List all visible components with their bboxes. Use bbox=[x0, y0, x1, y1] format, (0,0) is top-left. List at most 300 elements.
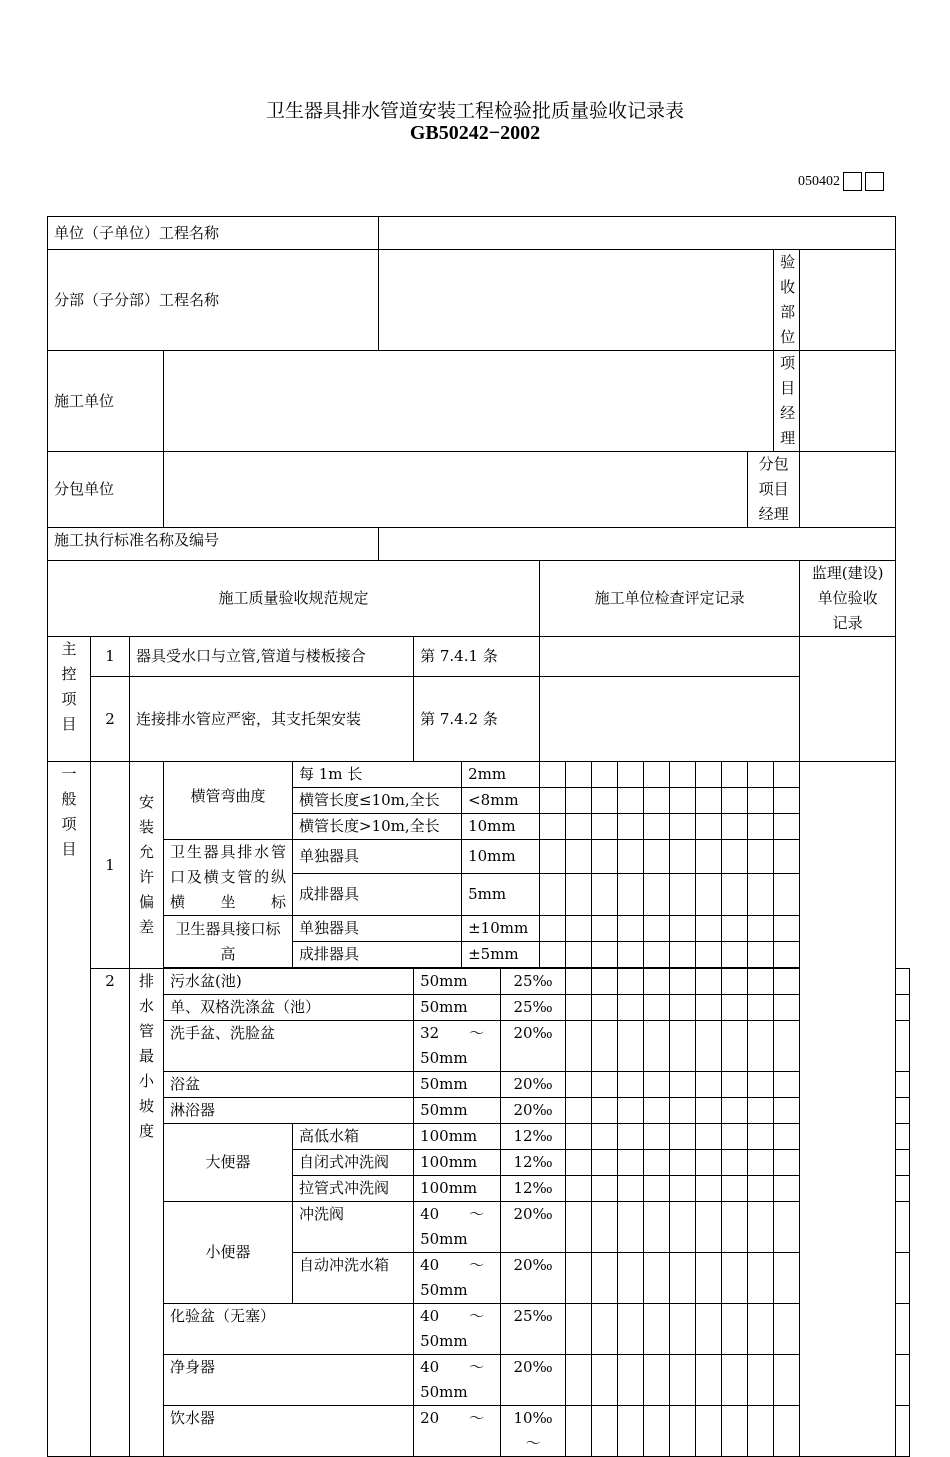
elev-cond: 单独器具 bbox=[293, 916, 462, 942]
elev-value: ±10mm bbox=[462, 916, 540, 942]
check-cell[interactable] bbox=[592, 788, 618, 814]
check-cell[interactable] bbox=[896, 1124, 910, 1150]
check-cell[interactable] bbox=[722, 1406, 748, 1457]
check-cell[interactable] bbox=[696, 1150, 722, 1176]
spec-header: 施工质量验收规范规定 bbox=[48, 561, 540, 637]
general-item-no: 1 bbox=[91, 762, 130, 969]
check-cell[interactable] bbox=[670, 1021, 696, 1072]
slope-name: 洗手盆、洗脸盆 bbox=[164, 1021, 414, 1072]
check-cell[interactable] bbox=[696, 916, 722, 942]
check-cell[interactable] bbox=[618, 1406, 644, 1457]
general-label: 一 般 项 目 bbox=[48, 762, 91, 1457]
check-cell[interactable] bbox=[592, 995, 618, 1021]
slope-value: 20‰ bbox=[501, 1253, 566, 1304]
check-cell[interactable] bbox=[774, 1098, 800, 1124]
check-cell[interactable] bbox=[670, 916, 696, 942]
slope-label: 排 水 管 最 小 坡 度 bbox=[130, 969, 164, 1457]
check-cell[interactable] bbox=[540, 916, 566, 942]
check-cell[interactable] bbox=[774, 1072, 800, 1098]
slope-dia: 50mm bbox=[414, 969, 501, 995]
check-cell[interactable] bbox=[722, 1124, 748, 1150]
general-supervisor-cell[interactable] bbox=[800, 762, 896, 1457]
check-cell[interactable] bbox=[722, 1072, 748, 1098]
check-cell[interactable] bbox=[896, 1021, 910, 1072]
check-cell[interactable] bbox=[722, 762, 748, 788]
check-cell[interactable] bbox=[722, 1355, 748, 1406]
bend-value: 10mm bbox=[462, 814, 540, 840]
check-cell[interactable] bbox=[618, 1021, 644, 1072]
check-cell[interactable] bbox=[566, 814, 592, 840]
check-cell[interactable] bbox=[566, 1202, 592, 1253]
check-cell[interactable] bbox=[696, 1253, 722, 1304]
check-cell[interactable] bbox=[670, 1150, 696, 1176]
slope-name: 淋浴器 bbox=[164, 1098, 414, 1124]
check-cell[interactable] bbox=[696, 840, 722, 874]
check-cell[interactable] bbox=[722, 840, 748, 874]
check-cell[interactable] bbox=[644, 1176, 670, 1202]
record-header: 施工单位检查评定记录 bbox=[540, 561, 800, 637]
slope-name: 净身器 bbox=[164, 1355, 414, 1406]
bend-cond: 横管长度>10m,全长 bbox=[293, 814, 462, 840]
check-cell[interactable] bbox=[696, 874, 722, 916]
check-cell[interactable] bbox=[696, 1176, 722, 1202]
slope-dia: 20 ～ bbox=[414, 1406, 501, 1457]
check-cell[interactable] bbox=[896, 1253, 910, 1304]
check-cell[interactable] bbox=[644, 1253, 670, 1304]
check-cell[interactable] bbox=[696, 1355, 722, 1406]
slope-value: 10‰～ bbox=[501, 1406, 566, 1457]
check-cell[interactable] bbox=[592, 1253, 618, 1304]
check-cell[interactable] bbox=[748, 1202, 774, 1253]
main-control-label: 主 控 项 目 bbox=[48, 637, 91, 762]
check-cell[interactable] bbox=[618, 1253, 644, 1304]
project-manager-label: 项目经理 bbox=[774, 351, 800, 452]
slope-value: 25‰ bbox=[501, 995, 566, 1021]
inspection-table bbox=[47, 216, 910, 1457]
check-cell[interactable] bbox=[774, 942, 800, 968]
check-cell[interactable] bbox=[696, 1304, 722, 1355]
check-cell[interactable] bbox=[722, 969, 748, 995]
check-cell[interactable] bbox=[670, 1253, 696, 1304]
check-cell[interactable] bbox=[566, 1072, 592, 1098]
slope-value: 12‰ bbox=[501, 1124, 566, 1150]
check-cell[interactable] bbox=[566, 762, 592, 788]
check-cell[interactable] bbox=[748, 1253, 774, 1304]
standard-code: GB50242−2002 bbox=[409, 122, 541, 144]
check-cell[interactable] bbox=[896, 1304, 910, 1355]
check-cell[interactable] bbox=[670, 1072, 696, 1098]
check-cell[interactable] bbox=[748, 1021, 774, 1072]
check-cell[interactable] bbox=[618, 840, 644, 874]
check-cell[interactable] bbox=[722, 1021, 748, 1072]
main-item-no: 1 bbox=[91, 637, 130, 677]
check-cell[interactable] bbox=[592, 1124, 618, 1150]
slope-name: 单、双格洗涤盆（池） bbox=[164, 995, 414, 1021]
check-cell[interactable] bbox=[748, 1176, 774, 1202]
check-cell[interactable] bbox=[540, 814, 566, 840]
check-cell[interactable] bbox=[644, 916, 670, 942]
check-cell[interactable] bbox=[774, 995, 800, 1021]
coord-value: 5mm bbox=[462, 874, 540, 916]
slope-name: 饮水器 bbox=[164, 1406, 414, 1457]
check-cell[interactable] bbox=[566, 1355, 592, 1406]
main-item-text: 器具受水口与立管,管道与楼板接合 bbox=[130, 637, 414, 677]
slope-dia: 50mm bbox=[414, 995, 501, 1021]
check-cell[interactable] bbox=[896, 1176, 910, 1202]
check-cell[interactable] bbox=[592, 874, 618, 916]
main-item-record[interactable] bbox=[540, 677, 800, 762]
check-cell[interactable] bbox=[566, 1124, 592, 1150]
check-cell[interactable] bbox=[566, 1021, 592, 1072]
main-item-no: 2 bbox=[91, 677, 130, 762]
check-cell[interactable] bbox=[670, 1098, 696, 1124]
check-cell[interactable] bbox=[696, 942, 722, 968]
slope-value: 20‰ bbox=[501, 1202, 566, 1253]
slope-dia: 100mm bbox=[414, 1176, 501, 1202]
check-cell[interactable] bbox=[774, 1406, 800, 1457]
slope-dia: 50mm bbox=[414, 1072, 501, 1098]
check-cell[interactable] bbox=[592, 1098, 618, 1124]
unit-name-field[interactable] bbox=[379, 217, 896, 250]
supervisor-header: 监理(建设) 单位验收 记录 bbox=[800, 561, 896, 637]
check-cell[interactable] bbox=[670, 942, 696, 968]
check-cell[interactable] bbox=[748, 1355, 774, 1406]
check-cell[interactable] bbox=[618, 916, 644, 942]
check-cell[interactable] bbox=[618, 942, 644, 968]
subcontractor-field[interactable] bbox=[164, 452, 748, 528]
slope-value: 12‰ bbox=[501, 1150, 566, 1176]
check-cell[interactable] bbox=[670, 1355, 696, 1406]
coord-value: 10mm bbox=[462, 840, 540, 874]
slope-dia: 40 ～50mm bbox=[414, 1355, 501, 1406]
slope-dia: 50mm bbox=[414, 1098, 501, 1124]
form-code-number: 050402 bbox=[798, 173, 840, 189]
check-cell[interactable] bbox=[592, 1202, 618, 1253]
slope-value: 20‰ bbox=[501, 1072, 566, 1098]
check-cell[interactable] bbox=[618, 1150, 644, 1176]
check-cell[interactable] bbox=[748, 788, 774, 814]
slope-dia: 32 ～50mm bbox=[414, 1021, 501, 1072]
check-cell[interactable] bbox=[592, 840, 618, 874]
check-cell[interactable] bbox=[748, 1150, 774, 1176]
check-cell[interactable] bbox=[618, 1202, 644, 1253]
check-cell[interactable] bbox=[896, 1202, 910, 1253]
slope-value: 20‰ bbox=[501, 1355, 566, 1406]
contractor-label: 施工单位 bbox=[48, 351, 164, 452]
accept-part-field[interactable] bbox=[800, 250, 896, 351]
check-cell[interactable] bbox=[774, 874, 800, 916]
slope-value: 20‰ bbox=[501, 1021, 566, 1072]
bend-value: 2mm bbox=[462, 762, 540, 788]
check-cell[interactable] bbox=[566, 1304, 592, 1355]
main-item-record[interactable] bbox=[540, 637, 800, 677]
check-cell[interactable] bbox=[592, 1072, 618, 1098]
check-cell[interactable] bbox=[896, 1406, 910, 1457]
check-cell[interactable] bbox=[670, 874, 696, 916]
check-cell[interactable] bbox=[540, 874, 566, 916]
check-cell[interactable] bbox=[644, 1406, 670, 1457]
check-cell[interactable] bbox=[748, 1124, 774, 1150]
check-cell[interactable] bbox=[670, 1406, 696, 1457]
check-cell[interactable] bbox=[670, 995, 696, 1021]
check-cell[interactable] bbox=[644, 762, 670, 788]
check-cell[interactable] bbox=[722, 1098, 748, 1124]
code-box-2[interactable] bbox=[865, 172, 884, 191]
check-cell[interactable] bbox=[670, 788, 696, 814]
check-cell[interactable] bbox=[748, 814, 774, 840]
slope-value: 25‰ bbox=[501, 969, 566, 995]
bend-cond: 每 1m 长 bbox=[293, 762, 462, 788]
slope-dia: 40 ～50mm bbox=[414, 1202, 501, 1253]
check-cell[interactable] bbox=[566, 916, 592, 942]
check-cell[interactable] bbox=[774, 1304, 800, 1355]
slope-name: 浴盆 bbox=[164, 1072, 414, 1098]
check-cell[interactable] bbox=[566, 942, 592, 968]
check-cell[interactable] bbox=[670, 762, 696, 788]
check-cell[interactable] bbox=[774, 788, 800, 814]
check-cell[interactable] bbox=[670, 969, 696, 995]
slope-name: 高低水箱 bbox=[293, 1124, 414, 1150]
sub-manager-label: 分包项目经理 bbox=[748, 452, 800, 528]
check-cell[interactable] bbox=[696, 1202, 722, 1253]
check-cell[interactable] bbox=[774, 1355, 800, 1406]
check-cell[interactable] bbox=[774, 1150, 800, 1176]
bend-cond: 横管长度≤10m,全长 bbox=[293, 788, 462, 814]
main-item-ref: 第 7.4.2 条 bbox=[414, 677, 540, 762]
check-cell[interactable] bbox=[618, 969, 644, 995]
slope-name: 拉管式冲洗阀 bbox=[293, 1176, 414, 1202]
check-cell[interactable] bbox=[748, 840, 774, 874]
accept-part-label: 验收部位 bbox=[774, 250, 800, 351]
check-cell[interactable] bbox=[644, 1202, 670, 1253]
check-cell[interactable] bbox=[748, 916, 774, 942]
check-cell[interactable] bbox=[896, 995, 910, 1021]
check-cell[interactable] bbox=[748, 942, 774, 968]
check-cell[interactable] bbox=[644, 1098, 670, 1124]
check-cell[interactable] bbox=[722, 1253, 748, 1304]
check-cell[interactable] bbox=[592, 1150, 618, 1176]
main-supervisor-cell[interactable] bbox=[800, 637, 896, 762]
standard-label: 施工执行标准名称及编号 bbox=[48, 528, 379, 561]
slope-dia: 100mm bbox=[414, 1124, 501, 1150]
check-cell[interactable] bbox=[774, 1176, 800, 1202]
check-cell[interactable] bbox=[618, 762, 644, 788]
slope-name: 冲洗阀 bbox=[293, 1202, 414, 1253]
check-cell[interactable] bbox=[774, 1021, 800, 1072]
check-cell[interactable] bbox=[696, 969, 722, 995]
coord-cond: 成排器具 bbox=[293, 874, 462, 916]
check-cell[interactable] bbox=[722, 1202, 748, 1253]
urinal-label: 小便器 bbox=[164, 1202, 293, 1304]
contractor-field[interactable] bbox=[164, 351, 774, 452]
sub-project-label: 分部（子分部）工程名称 bbox=[48, 250, 379, 351]
check-cell[interactable] bbox=[748, 874, 774, 916]
check-cell[interactable] bbox=[540, 762, 566, 788]
general-item-no: 2 bbox=[91, 969, 130, 1457]
check-cell[interactable] bbox=[670, 814, 696, 840]
main-item-text: 连接排水管应严密，其支托架安装 bbox=[130, 677, 414, 762]
slope-value: 25‰ bbox=[501, 1304, 566, 1355]
check-cell[interactable] bbox=[592, 969, 618, 995]
check-cell[interactable] bbox=[748, 762, 774, 788]
slope-name: 自动冲洗水箱 bbox=[293, 1253, 414, 1304]
check-cell[interactable] bbox=[644, 1150, 670, 1176]
check-cell[interactable] bbox=[748, 1072, 774, 1098]
check-cell[interactable] bbox=[618, 814, 644, 840]
check-cell[interactable] bbox=[774, 762, 800, 788]
toilet-label: 大便器 bbox=[164, 1124, 293, 1202]
check-cell[interactable] bbox=[896, 969, 910, 995]
check-cell[interactable] bbox=[748, 1304, 774, 1355]
check-cell[interactable] bbox=[722, 942, 748, 968]
unit-name-label: 单位（子单位）工程名称 bbox=[48, 217, 379, 250]
subcontractor-label: 分包单位 bbox=[48, 452, 164, 528]
check-cell[interactable] bbox=[670, 1124, 696, 1150]
sub-manager-field[interactable] bbox=[800, 452, 896, 528]
check-cell[interactable] bbox=[540, 942, 566, 968]
check-cell[interactable] bbox=[618, 874, 644, 916]
check-cell[interactable] bbox=[774, 1253, 800, 1304]
bend-value: <8mm bbox=[462, 788, 540, 814]
slope-dia: 40 ～50mm bbox=[414, 1304, 501, 1355]
check-cell[interactable] bbox=[644, 788, 670, 814]
check-cell[interactable] bbox=[696, 1072, 722, 1098]
code-box-1[interactable] bbox=[843, 172, 862, 191]
check-cell[interactable] bbox=[592, 1304, 618, 1355]
check-cell[interactable] bbox=[644, 995, 670, 1021]
check-cell[interactable] bbox=[540, 788, 566, 814]
check-cell[interactable] bbox=[566, 995, 592, 1021]
check-cell[interactable] bbox=[540, 840, 566, 874]
check-cell[interactable] bbox=[592, 1021, 618, 1072]
form-code bbox=[798, 172, 884, 191]
slope-name: 污水盆(池) bbox=[164, 969, 414, 995]
check-cell[interactable] bbox=[644, 1072, 670, 1098]
check-cell[interactable] bbox=[722, 1304, 748, 1355]
check-cell[interactable] bbox=[566, 1253, 592, 1304]
check-cell[interactable] bbox=[696, 1124, 722, 1150]
check-cell[interactable] bbox=[670, 1304, 696, 1355]
check-cell[interactable] bbox=[592, 1406, 618, 1457]
elev-label: 卫生器具接口标高 bbox=[164, 916, 293, 968]
check-cell[interactable] bbox=[696, 995, 722, 1021]
check-cell[interactable] bbox=[748, 969, 774, 995]
check-cell[interactable] bbox=[592, 942, 618, 968]
check-cell[interactable] bbox=[592, 762, 618, 788]
check-cell[interactable] bbox=[644, 1355, 670, 1406]
check-cell[interactable] bbox=[722, 788, 748, 814]
check-cell[interactable] bbox=[566, 969, 592, 995]
check-cell[interactable] bbox=[566, 1406, 592, 1457]
coord-label: 卫生器具排水管口及横支管的纵横坐标 bbox=[164, 840, 293, 916]
check-cell[interactable] bbox=[644, 840, 670, 874]
slope-dia: 100mm bbox=[414, 1150, 501, 1176]
check-cell[interactable] bbox=[774, 916, 800, 942]
coord-cond: 单独器具 bbox=[293, 840, 462, 874]
check-cell[interactable] bbox=[896, 1098, 910, 1124]
check-cell[interactable] bbox=[722, 814, 748, 840]
check-cell[interactable] bbox=[618, 1176, 644, 1202]
check-cell[interactable] bbox=[722, 874, 748, 916]
check-cell[interactable] bbox=[566, 1150, 592, 1176]
check-cell[interactable] bbox=[618, 1355, 644, 1406]
standard-field[interactable] bbox=[379, 528, 896, 561]
slope-value: 20‰ bbox=[501, 1098, 566, 1124]
bend-label: 横管弯曲度 bbox=[164, 762, 293, 840]
slope-name: 化验盆（无塞） bbox=[164, 1304, 414, 1355]
check-cell[interactable] bbox=[618, 1098, 644, 1124]
check-cell[interactable] bbox=[896, 1355, 910, 1406]
check-cell[interactable] bbox=[644, 1124, 670, 1150]
check-cell[interactable] bbox=[774, 814, 800, 840]
check-cell[interactable] bbox=[566, 788, 592, 814]
check-cell[interactable] bbox=[644, 969, 670, 995]
check-cell[interactable] bbox=[696, 1098, 722, 1124]
check-cell[interactable] bbox=[774, 969, 800, 995]
main-item-ref: 第 7.4.1 条 bbox=[414, 637, 540, 677]
check-cell[interactable] bbox=[696, 1021, 722, 1072]
check-cell[interactable] bbox=[696, 788, 722, 814]
check-cell[interactable] bbox=[748, 995, 774, 1021]
check-cell[interactable] bbox=[592, 814, 618, 840]
tolerance-label: 安 装 允 许 偏 差 bbox=[130, 762, 164, 969]
check-cell[interactable] bbox=[618, 1072, 644, 1098]
check-cell[interactable] bbox=[722, 916, 748, 942]
check-cell[interactable] bbox=[644, 1021, 670, 1072]
slope-value: 12‰ bbox=[501, 1176, 566, 1202]
check-cell[interactable] bbox=[696, 1406, 722, 1457]
check-cell[interactable] bbox=[696, 762, 722, 788]
check-cell[interactable] bbox=[670, 1176, 696, 1202]
check-cell[interactable] bbox=[644, 942, 670, 968]
check-cell[interactable] bbox=[722, 1150, 748, 1176]
check-cell[interactable] bbox=[670, 840, 696, 874]
check-cell[interactable] bbox=[618, 1304, 644, 1355]
check-cell[interactable] bbox=[592, 1176, 618, 1202]
check-cell[interactable] bbox=[774, 1124, 800, 1150]
check-cell[interactable] bbox=[722, 1176, 748, 1202]
sub-project-field[interactable] bbox=[379, 250, 774, 351]
check-cell[interactable] bbox=[566, 1176, 592, 1202]
check-cell[interactable] bbox=[644, 1304, 670, 1355]
elev-cond: 成排器具 bbox=[293, 942, 462, 968]
check-cell[interactable] bbox=[618, 995, 644, 1021]
check-cell[interactable] bbox=[644, 814, 670, 840]
slope-dia: 40 ～50mm bbox=[414, 1253, 501, 1304]
check-cell[interactable] bbox=[618, 788, 644, 814]
check-cell[interactable] bbox=[592, 916, 618, 942]
check-cell[interactable] bbox=[670, 1202, 696, 1253]
check-cell[interactable] bbox=[592, 1355, 618, 1406]
elev-value: ±5mm bbox=[462, 942, 540, 968]
check-cell[interactable] bbox=[566, 874, 592, 916]
check-cell[interactable] bbox=[566, 840, 592, 874]
check-cell[interactable] bbox=[774, 1202, 800, 1253]
project-manager-field[interactable] bbox=[800, 351, 896, 452]
check-cell[interactable] bbox=[644, 874, 670, 916]
check-cell[interactable] bbox=[618, 1124, 644, 1150]
check-cell[interactable] bbox=[896, 1150, 910, 1176]
check-cell[interactable] bbox=[696, 814, 722, 840]
check-cell[interactable] bbox=[774, 840, 800, 874]
check-cell[interactable] bbox=[896, 1072, 910, 1098]
page-title: 卫生器具排水管道安装工程检验批质量验收记录表 bbox=[265, 100, 684, 122]
check-cell[interactable] bbox=[748, 1098, 774, 1124]
check-cell[interactable] bbox=[566, 1098, 592, 1124]
check-cell[interactable] bbox=[748, 1406, 774, 1457]
check-cell[interactable] bbox=[722, 995, 748, 1021]
slope-name: 自闭式冲洗阀 bbox=[293, 1150, 414, 1176]
